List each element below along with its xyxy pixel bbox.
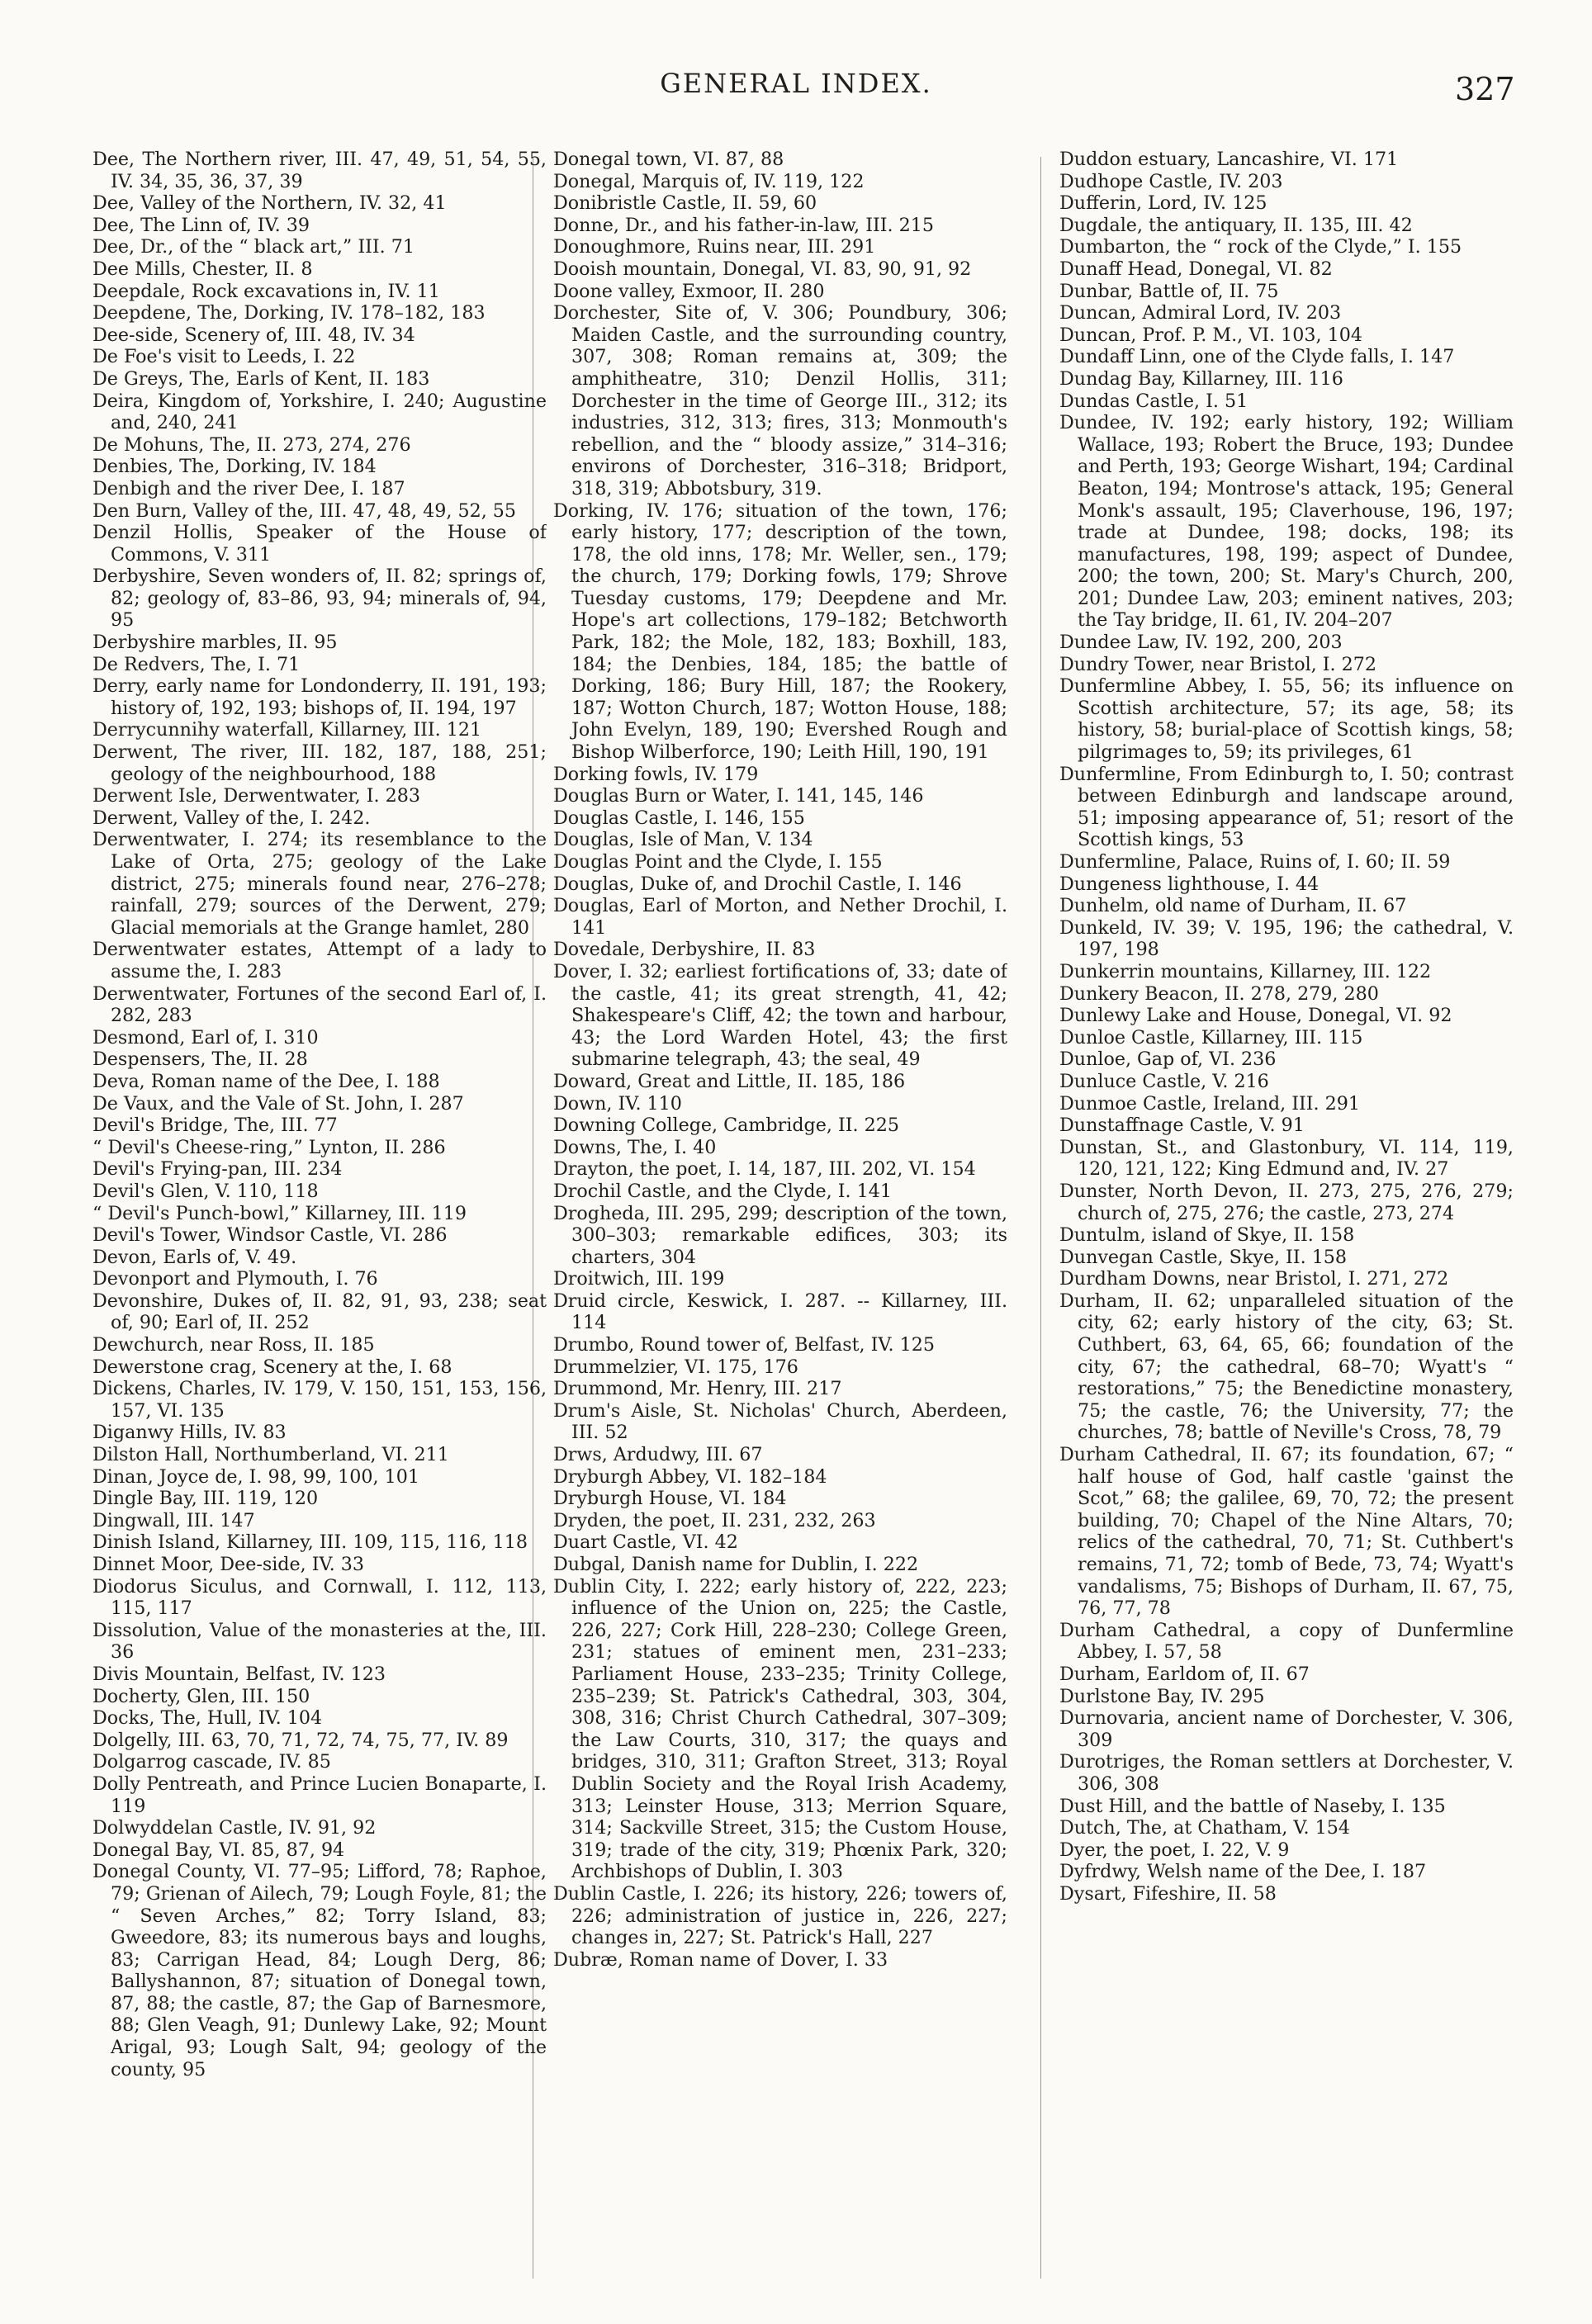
index-entry: Derwentwater, Fortunes of the second Earl of, I. 282, 283 xyxy=(92,982,547,1027)
index-entry: Donoughmore, Ruins near, III. 291 xyxy=(553,236,876,258)
index-entry: Durotriges, the Roman settlers at Dorchester, V. 306, 308 xyxy=(1059,1751,1514,1795)
index-entry: Dryburgh Abbey, VI. 182–184 xyxy=(553,1465,827,1488)
index-entry: Donegal, Marquis of, IV. 119, 122 xyxy=(553,170,865,192)
index-entry: Dee-side, Scenery of, III. 48, IV. 34 xyxy=(92,324,415,346)
index-entry: Dyfrdwy, Welsh name of the Dee, I. 187 xyxy=(1059,1861,1427,1883)
index-entry: Desmond, Earl of, I. 310 xyxy=(92,1026,319,1048)
index-entry: Dungeness lighthouse, I. 44 xyxy=(1059,873,1320,895)
index-entry: Douglas, Earl of Morton, and Nether Drochil, I. 141 xyxy=(553,895,1007,939)
index-entry: Dee, The Linn of, IV. 39 xyxy=(92,214,310,236)
index-entry: Durham, II. 62; unparalleled situation of the city, 62; early history of the city, 63; St. Cuthbert, 63, 64, 65, 66; foundation of the city, 67; the cathedral, 68–70; Wyatt's “ restorations,” 75; the Benedictine monastery, 75; the castle, 76; the University, 77; the churches, 78; battle of Neville's Cross, 78, 79 xyxy=(1059,1290,1514,1444)
index-entry: Dingwall, III. 147 xyxy=(92,1509,255,1531)
index-entry: Devil's Bridge, The, III. 77 xyxy=(92,1115,338,1137)
index-entry: Doward, Great and Little, II. 185, 186 xyxy=(553,1070,906,1092)
index-entry: Dunlewy Lake and House, Donegal, VI. 92 xyxy=(1059,1005,1452,1027)
index-entry: “ Devil's Punch-bowl,” Killarney, III. 119 xyxy=(92,1202,467,1224)
index-entry: Douglas Point and the Clyde, I. 155 xyxy=(553,851,883,873)
index-entry: Durham Cathedral, a copy of Dunfermline Abbey, I. 57, 58 xyxy=(1059,1619,1514,1664)
index-entry: Dunluce Castle, V. 216 xyxy=(1059,1070,1269,1092)
index-entry: Dryburgh House, VI. 184 xyxy=(553,1488,787,1510)
index-entry: Down, IV. 110 xyxy=(553,1092,682,1115)
index-entry: Derwent, Valley of the, I. 242. xyxy=(92,807,371,829)
index-entry: Devil's Glen, V. 110, 118 xyxy=(92,1180,319,1202)
index-entry: Dissolution, Value of the monasteries at the, III. 36 xyxy=(92,1619,547,1664)
index-entry: Devonshire, Dukes of, II. 82, 91, 93, 238; seat of, 90; Earl of, II. 252 xyxy=(92,1290,547,1334)
index-entry: Downs, The, I. 40 xyxy=(553,1136,717,1158)
index-entry: Dickens, Charles, IV. 179, V. 150, 151, 153, 156, 157, VI. 135 xyxy=(92,1378,547,1422)
index-entry: Dinnet Moor, Dee-side, IV. 33 xyxy=(92,1554,364,1575)
index-entry: Dee Mills, Chester, II. 8 xyxy=(92,258,313,280)
index-column-3 xyxy=(1059,149,1514,2295)
page-number: 327 xyxy=(1455,71,1515,107)
index-entry: Dorking fowls, IV. 179 xyxy=(553,763,759,785)
index-entry: Dubgal, Danish name for Dublin, I. 222 xyxy=(553,1554,919,1575)
index-entry: Despensers, The, II. 28 xyxy=(92,1048,308,1071)
index-entry: Derwent Isle, Derwentwater, I. 283 xyxy=(92,785,421,807)
index-entry: Dewchurch, near Ross, II. 185 xyxy=(92,1334,375,1356)
index-entry: Drws, Ardudwy, III. 67 xyxy=(553,1444,763,1466)
index-entry: Deepdene, The, Dorking, IV. 178–182, 183 xyxy=(92,302,486,324)
running-title: GENERAL INDEX. xyxy=(660,68,932,99)
index-entry: Docks, The, Hull, IV. 104 xyxy=(92,1707,323,1730)
index-entry: Dundee Law, IV. 192, 200, 203 xyxy=(1059,632,1343,654)
index-entry: Duart Castle, VI. 42 xyxy=(553,1531,738,1554)
index-entry: Donegal town, VI. 87, 88 xyxy=(553,149,784,170)
index-entry: Derry, early name for Londonderry, II. 191, 193; history of, 192, 193; bishops of, II. 194, 197 xyxy=(92,675,547,719)
index-entry: Dunkery Beacon, II. 278, 279, 280 xyxy=(1059,982,1379,1005)
index-entry: Dinish Island, Killarney, III. 109, 115, 116, 118 xyxy=(92,1531,528,1554)
index-entry: Duddon estuary, Lancashire, VI. 171 xyxy=(1059,149,1399,170)
index-entry: Denbigh and the river Dee, I. 187 xyxy=(92,477,405,499)
index-entry: Druid circle, Keswick, I. 287. -- Killarney, III. 114 xyxy=(553,1290,1007,1334)
index-entry: Durham, Earldom of, II. 67 xyxy=(1059,1663,1310,1685)
index-entry: Duntulm, island of Skye, II. 158 xyxy=(1059,1224,1355,1247)
index-entry: Deira, Kingdom of, Yorkshire, I. 240; Augustine and, 240, 241 xyxy=(92,390,547,434)
index-entry: Dovedale, Derbyshire, II. 83 xyxy=(553,939,816,961)
index-entry: Dryden, the poet, II. 231, 232, 263 xyxy=(553,1509,876,1531)
index-entry: Douglas Castle, I. 146, 155 xyxy=(553,807,805,829)
index-entry: Dunfermline Abbey, I. 55, 56; its influence on Scottish architecture, 57; its age, 58; its history, 58; burial-place of Scottish kings, 58; pilgrimages to, 59; its privileges, 61 xyxy=(1059,675,1514,764)
index-entry: Devon, Earls of, V. 49. xyxy=(92,1246,297,1268)
index-entry: Dee, Dr., of the “ black art,” III. 71 xyxy=(92,236,415,258)
index-entry: Dunkerrin mountains, Killarney, III. 122 xyxy=(1059,960,1432,982)
index-entry: Den Burn, Valley of the, III. 47, 48, 49, 52, 55 xyxy=(92,499,517,522)
index-entry: Devonport and Plymouth, I. 76 xyxy=(92,1268,378,1290)
index-entry: Duncan, Prof. P. M., VI. 103, 104 xyxy=(1059,324,1362,346)
index-entry: Dutch, The, at Chatham, V. 154 xyxy=(1059,1817,1351,1839)
index-entry: Denbies, The, Dorking, IV. 184 xyxy=(92,456,377,478)
index-entry: Derwentwater, I. 274; its resemblance to the Lake of Orta, 275; geology of the Lake district, 275; minerals found near, 276–278; rainfall, 279; sources of the Derwent, 279; Glacial memorials at the Grange hamlet, 280 xyxy=(92,829,547,939)
index-entry: De Foe's visit to Leeds, I. 22 xyxy=(92,346,356,368)
index-column-2 xyxy=(553,149,1007,2295)
index-entry: Duncan, Admiral Lord, IV. 203 xyxy=(1059,302,1342,324)
index-entry: Drum's Aisle, St. Nicholas' Church, Aberdeen, III. 52 xyxy=(553,1399,1007,1444)
index-entry: Dundry Tower, near Bristol, I. 272 xyxy=(1059,653,1376,675)
index-entry: Dundee, IV. 192; early history, 192; William Wallace, 193; Robert the Bruce, 193; Dundee and Perth, 193; George Wishart, 194; Cardinal Beaton, 194; Montrose's attack, 195; General Monk's assault, 195; Claverhouse, 196, 197; trade at Dundee, 198; docks, 198; its manufactures, 198, 199; aspect of Dundee, 200; the town, 200; St. Mary's Church, 200, 201; Dundee Law, 203; eminent natives, 203; the Tay bridge, II. 61, IV. 204–207 xyxy=(1059,412,1514,632)
index-entry: Dublin City, I. 222; early history of, 222, 223; influence of the Union on, 225; the Castle, 226, 227; Cork Hill, 228–230; College Green, 231; statues of eminent men, 231–233; Parliament House, 233–235; Trinity College, 235–239; St. Patrick's Cathedral, 303, 304, 308, 316; Christ Church Cathedral, 307–309; the Law Courts, 310, 317; the quays and bridges, 310, 311; Grafton Street, 313; Royal Dublin Society and the Royal Irish Academy, 313; Leinster House, 313; Merrion Square, 314; Sackville Street, 315; the Custom House, 319; trade of the city, 319; Phœnix Park, 320; Archbishops of Dublin, I. 303 xyxy=(553,1575,1007,1883)
index-entry: Dunloe, Gap of, VI. 236 xyxy=(1059,1048,1277,1071)
index-entry: Dumbarton, the “ rock of the Clyde,” I. 155 xyxy=(1059,236,1462,258)
index-entry: Dysart, Fifeshire, II. 58 xyxy=(1059,1882,1277,1905)
index-entry: Dunfermline, From Edinburgh to, I. 50; contrast between Edinburgh and landscape around, 51; imposing appearance of, 51; resort of the Scottish kings, 53 xyxy=(1059,763,1514,851)
index-entry: Dudhope Castle, IV. 203 xyxy=(1059,170,1283,192)
index-entry: Dorchester, Site of, V. 306; Poundbury, 306; Maiden Castle, and the surrounding country, 307, 308; Roman remains at, 309; the amphitheatre, 310; Denzil Hollis, 311; Dorchester in the time of George III., 312; its industries, 312, 313; fires, 313; Monmouth's rebellion, and the “ bloody assize,” 314–316; environs of Dorchester, 316–318; Bridport, 318, 319; Abbotsbury, 319. xyxy=(553,302,1007,499)
index-entry: Douglas, Duke of, and Drochil Castle, I. 146 xyxy=(553,873,962,895)
index-entry: Dilston Hall, Northumberland, VI. 211 xyxy=(92,1444,449,1466)
page-header xyxy=(0,68,1592,117)
index-entry: Derbyshire marbles, II. 95 xyxy=(92,632,338,654)
index-entry: Dingle Bay, III. 119, 120 xyxy=(92,1488,319,1510)
index-entry: Dunkeld, IV. 39; V. 195, 196; the cathedral, V. 197, 198 xyxy=(1059,916,1514,961)
index-entry: Dunaff Head, Donegal, VI. 82 xyxy=(1059,258,1333,280)
index-entry: Dust Hill, and the battle of Naseby, I. 135 xyxy=(1059,1795,1446,1817)
index-entry: Dover, I. 32; earliest fortifications of, 33; date of the castle, 41; its great strength, 41, 42; Shakespeare's Cliff, 42; the town and harbour, 43; the Lord Warden Hotel, 43; the first submarine telegraph, 43; the seal, 49 xyxy=(553,960,1007,1071)
index-entry: Devil's Tower, Windsor Castle, VI. 286 xyxy=(92,1224,448,1247)
index-entry: Drochil Castle, and the Clyde, I. 141 xyxy=(553,1180,892,1202)
index-entry: Diganwy Hills, IV. 83 xyxy=(92,1422,287,1444)
index-entry: Dublin Castle, I. 226; its history, 226; towers of, 226; administration of justice in, 226, 227; changes in, 227; St. Patrick's Hall, 227 xyxy=(553,1882,1007,1949)
index-entry: Drummond, Mr. Henry, III. 217 xyxy=(553,1378,842,1400)
index-entry: Donegal Bay, VI. 85, 87, 94 xyxy=(92,1839,345,1861)
index-entry: Derwent, The river, III. 182, 187, 188, 251; geology of the neighbourhood, 188 xyxy=(92,741,547,785)
index-entry: Drayton, the poet, I. 14, 187, III. 202, VI. 154 xyxy=(553,1158,976,1181)
index-entry: Dundag Bay, Killarney, III. 116 xyxy=(1059,367,1343,390)
index-entry: Doone valley, Exmoor, II. 280 xyxy=(553,280,825,302)
index-entry: Dolgarrog cascade, IV. 85 xyxy=(92,1751,331,1773)
index-entry: Dunfermline, Palace, Ruins of, I. 60; II. 59 xyxy=(1059,851,1451,873)
index-entry: Douglas Burn or Water, I. 141, 145, 146 xyxy=(553,785,924,807)
index-entry: Drummelzier, VI. 175, 176 xyxy=(553,1356,798,1378)
index-entry: Donne, Dr., and his father-in-law, III. 215 xyxy=(553,214,934,236)
index-entry: Dunbar, Battle of, II. 75 xyxy=(1059,280,1279,302)
index-column-1 xyxy=(92,149,547,2295)
index-entry: Dinan, Joyce de, I. 98, 99, 100, 101 xyxy=(92,1465,419,1488)
index-entry: De Redvers, The, I. 71 xyxy=(92,653,301,675)
index-entry: Dunmoe Castle, Ireland, III. 291 xyxy=(1059,1092,1360,1115)
index-entry: Dee, The Northern river, III. 47, 49, 51, 54, 55, IV. 34, 35, 36, 37, 39 xyxy=(92,149,547,192)
index-entry: Donibristle Castle, II. 59, 60 xyxy=(553,192,817,215)
index-entry: Dyer, the poet, I. 22, V. 9 xyxy=(1059,1839,1290,1861)
index-entry: Denzil Hollis, Speaker of the House of Commons, V. 311 xyxy=(92,522,547,566)
index-entry: Derbyshire, Seven wonders of, II. 82; springs of, 82; geology of, 83–86, 93, 94; minerals of, 94, 95 xyxy=(92,566,547,632)
index-entry: Douglas, Isle of Man, V. 134 xyxy=(553,829,813,851)
index-entry: Dolly Pentreath, and Prince Lucien Bonaparte, I. 119 xyxy=(92,1773,547,1817)
index-entry: Dorking, IV. 176; situation of the town, 176; early history, 177; description of the town, 178, the old inns, 178; Mr. Weller, sen., 179; the church, 179; Dorking fowls, 179; Shrove Tuesday customs, 179; Deepdene and Mr. Hope's art collections, 179–182; Betchworth Park, 182; the Mole, 182, 183; Boxhill, 183, 184; the Denbies, 184, 185; the battle of Dorking, 186; Bury Hill, 187; the Rookery, 187; Wotton Church, 187; Wotton House, 188; John Evelyn, 189, 190; Evershed Rough and Bishop Wilberforce, 190; Leith Hill, 190, 191 xyxy=(553,499,1007,764)
index-entry: Durnovaria, ancient name of Dorchester, V. 306, 309 xyxy=(1059,1707,1514,1751)
index-entry: De Vaux, and the Vale of St. John, I. 287 xyxy=(92,1092,464,1115)
index-entry: Dee, Valley of the Northern, IV. 32, 41 xyxy=(92,192,447,215)
index-entry: Devil's Frying-pan, III. 234 xyxy=(92,1158,343,1181)
index-entry: De Mohuns, The, II. 273, 274, 276 xyxy=(92,433,411,456)
index-entry: Dunvegan Castle, Skye, II. 158 xyxy=(1059,1246,1348,1268)
index-entry: Downing College, Cambridge, II. 225 xyxy=(553,1115,899,1137)
index-entry: Deva, Roman name of the Dee, I. 188 xyxy=(92,1070,440,1092)
index-entry: Derrycunnihy waterfall, Killarney, III. 121 xyxy=(92,719,482,741)
index-entry: Dewerstone crag, Scenery at the, I. 68 xyxy=(92,1356,452,1378)
index-entry: Diodorus Siculus, and Cornwall, I. 112, 113, 115, 117 xyxy=(92,1575,547,1620)
index-entry: Dufferin, Lord, IV. 125 xyxy=(1059,192,1267,215)
index-entry: Durdham Downs, near Bristol, I. 271, 272 xyxy=(1059,1268,1449,1290)
index-entry: Dubræ, Roman name of Dover, I. 33 xyxy=(553,1948,888,1971)
column-divider xyxy=(1040,157,1041,2279)
index-entry: Dooish mountain, Donegal, VI. 83, 90, 91, 92 xyxy=(553,258,972,280)
index-entry: Drumbo, Round tower of, Belfast, IV. 125 xyxy=(553,1334,935,1356)
index-entry: Dunstan, St., and Glastonbury, VI. 114, 119, 120, 121, 122; King Edmund and, IV. 27 xyxy=(1059,1136,1514,1181)
index-entry: Dunloe Castle, Killarney, III. 115 xyxy=(1059,1026,1363,1048)
index-entry: “ Devil's Cheese-ring,” Lynton, II. 286 xyxy=(92,1136,446,1158)
index-entry: Dunster, North Devon, II. 273, 275, 276, 279; church of, 275, 276; the castle, 273, 274 xyxy=(1059,1180,1514,1224)
index-entry: Dolgelly, III. 63, 70, 71, 72, 74, 75, 77, IV. 89 xyxy=(92,1729,509,1751)
index-entry: Dundas Castle, I. 51 xyxy=(1059,390,1248,412)
index-entry: Drogheda, III. 295, 299; description of the town, 300–303; remarkable edifices, 303; its charters, 304 xyxy=(553,1202,1007,1268)
index-entry: Droitwich, III. 199 xyxy=(553,1268,725,1290)
index-entry: Dolwyddelan Castle, IV. 91, 92 xyxy=(92,1817,377,1839)
index-entry: Docherty, Glen, III. 150 xyxy=(92,1685,310,1707)
index-entry: Derwentwater estates, Attempt of a lady to assume the, I. 283 xyxy=(92,939,547,982)
index-entry: Donegal County, VI. 77–95; Lifford, 78; Raphoe, 79; Grienan of Ailech, 79; Lough Foyle, 81; the “ Seven Arches,” 82; Torry Island, 83; Gweedore, 83; its numerous bays and loughs, 83; Carrigan Head, 84; Lough Derg, 86; Ballyshannon, 87; situation of Donegal town, 87, 88; the castle, 87; the Gap of Barnesmore, 88; Glen Veagh, 91; Dunlewy Lake, 92; Mount Arigal, 93; Lough Salt, 94; geology of the county, 95 xyxy=(92,1861,547,2080)
index-entry: Durlstone Bay, IV. 295 xyxy=(1059,1685,1265,1707)
index-entry: Deepdale, Rock excavations in, IV. 11 xyxy=(92,280,440,302)
index-entry: Dunhelm, old name of Durham, II. 67 xyxy=(1059,895,1407,917)
index-entry: Dugdale, the antiquary, II. 135, III. 42 xyxy=(1059,214,1413,236)
index-entry: Durham Cathedral, II. 67; its foundation, 67; “ half house of God, half castle 'gainst the Scot,” 68; the galilee, 69, 70, 72; the present building, 70; Chapel of the Nine Altars, 70; relics of the cathedral, 70, 71; St. Cuthbert's remains, 71, 72; tomb of Bede, 73, 74; Wyatt's vandalisms, 75; Bishops of Durham, II. 67, 75, 76, 77, 78 xyxy=(1059,1444,1514,1620)
index-entry: Dunstaffnage Castle, V. 91 xyxy=(1059,1115,1305,1137)
index-entry: Divis Mountain, Belfast, IV. 123 xyxy=(92,1663,386,1685)
index-entry: Dundaff Linn, one of the Clyde falls, I. 147 xyxy=(1059,346,1455,368)
index-entry: De Greys, The, Earls of Kent, II. 183 xyxy=(92,367,430,390)
